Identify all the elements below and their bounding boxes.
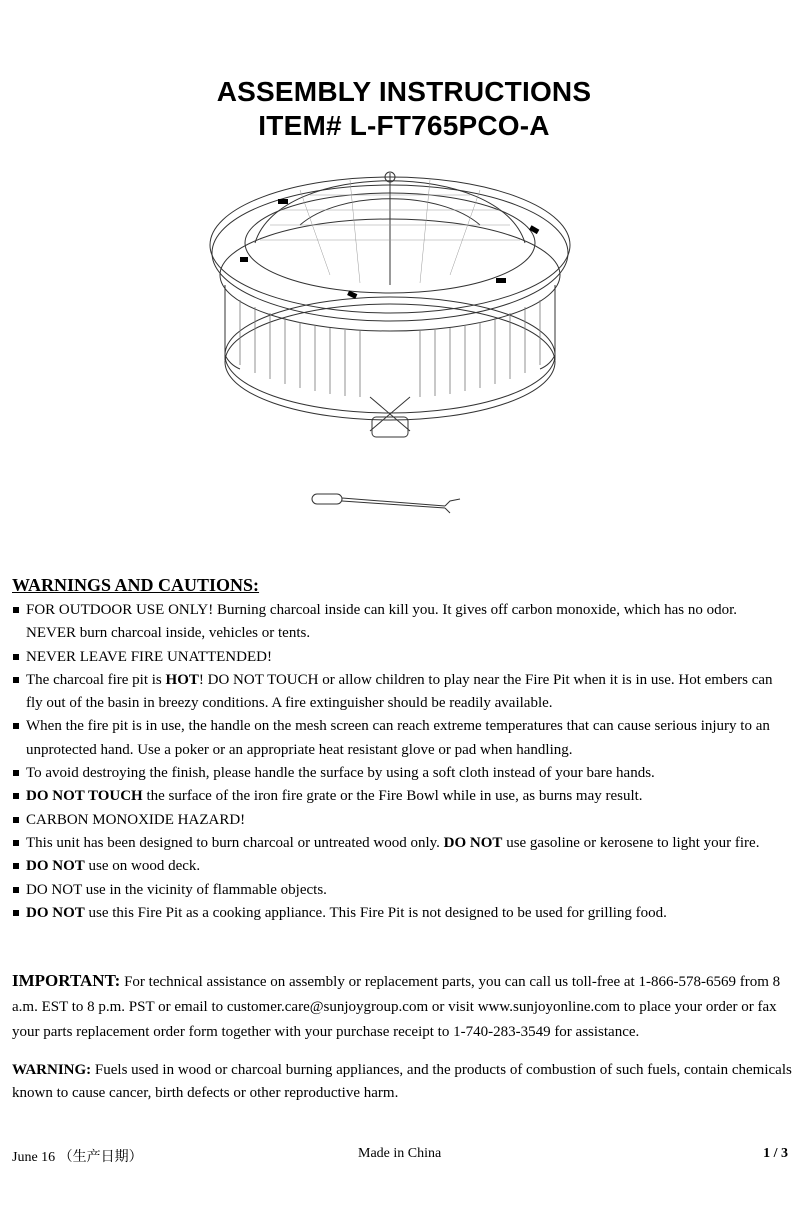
warning-item bbox=[12, 855, 787, 878]
warnings-heading: WARNINGS AND CAUTIONS: bbox=[12, 575, 260, 595]
warning-item bbox=[12, 669, 787, 716]
warning-item-text: use gasoline or kerosene to light your fire. bbox=[502, 834, 760, 851]
warning-item bbox=[12, 762, 787, 785]
warning-item-text: DO NOT use in the vicinity of flammable objects. bbox=[26, 881, 327, 898]
warning-text: Fuels used in wood or charcoal burning appliances, and the products of combustion of such fuels, contain chemicals known to cause cancer, birth defects or other reproductive harm. bbox=[12, 1062, 792, 1101]
important-note bbox=[12, 968, 792, 1045]
important-text: For technical assistance on assembly or replacement parts, you can call us toll-free at 1-866-578-6569 from 8 a.m. EST to 8 p.m. PST or email to customer.care@sunjoygroup.com or visit www.sunjoyonline.com to place your order or fax your parts replacement order form together with your purchase receipt to 1-740-283-3549 for assistance. bbox=[12, 974, 781, 1040]
footer-origin: Made in China bbox=[358, 1146, 442, 1161]
warning-item bbox=[12, 809, 787, 832]
poker-illustration bbox=[310, 490, 470, 520]
warning-item bbox=[12, 715, 787, 762]
warning-label: WARNING: bbox=[12, 1062, 92, 1078]
warning-item-text: the surface of the iron fire grate or the Fire Bowl while in use, as burns may result. bbox=[142, 788, 643, 805]
warning-item-prefix: This unit has been designed to burn charcoal or untreated wood only. bbox=[26, 834, 444, 851]
warning-item-text: use on wood deck. bbox=[84, 858, 201, 875]
doc-title-line2: ITEM# L-FT765PCO-A bbox=[258, 110, 550, 141]
warning-item-bold: DO NOT TOUCH bbox=[26, 788, 143, 805]
footer-date: June 16 （生产日期） bbox=[12, 1150, 143, 1165]
warning-item-text: When the fire pit is in use, the handle on the mesh screen can reach extreme temperatures that can cause serious injury to an unprotected hand. Use a poker or an appropriate heat resistant glove or pad when handling. bbox=[26, 718, 770, 758]
warning-item-bold: DO NOT bbox=[26, 904, 85, 921]
warning-note bbox=[12, 1059, 792, 1105]
warnings-list bbox=[12, 599, 787, 925]
warning-item-text: NEVER LEAVE FIRE UNATTENDED! bbox=[26, 648, 272, 665]
warning-item-text: use this Fire Pit as a cooking appliance. This Fire Pit is not designed to be used for grilling food. bbox=[84, 904, 667, 921]
warning-item-bold: HOT bbox=[165, 671, 199, 688]
warning-item bbox=[12, 879, 787, 902]
warning-item bbox=[12, 902, 787, 925]
warning-item bbox=[12, 599, 787, 646]
warning-item-bold: DO NOT bbox=[443, 834, 503, 851]
warning-item-bold: DO NOT bbox=[26, 858, 85, 875]
doc-title-line1: ASSEMBLY INSTRUCTIONS bbox=[216, 76, 592, 107]
warning-item-text: ! DO NOT TOUCH or allow children to play near the Fire Pit when it is in use. Hot embers can fly out of the basin in breezy conditions. A fire extinguisher should be readily available. bbox=[26, 671, 773, 712]
fire-pit-illustration bbox=[200, 165, 580, 450]
warning-item bbox=[12, 785, 787, 808]
warning-item bbox=[12, 832, 787, 855]
important-label: IMPORTANT: bbox=[12, 971, 121, 990]
warning-item-text: CARBON MONOXIDE HAZARD! bbox=[26, 811, 246, 828]
warning-item-text: FOR OUTDOOR USE ONLY! Burning charcoal inside can kill you. It gives off carbon monoxide, which has no odor. NEVER burn charcoal inside, vehicles or tents. bbox=[26, 602, 738, 642]
warning-item bbox=[12, 646, 787, 669]
warning-item-text: To avoid destroying the finish, please handle the surface by using a soft cloth instead of your bare hands. bbox=[26, 765, 655, 782]
warning-item-prefix: The charcoal fire pit is bbox=[26, 671, 166, 688]
page-number: 1 / 3 bbox=[763, 1146, 788, 1161]
